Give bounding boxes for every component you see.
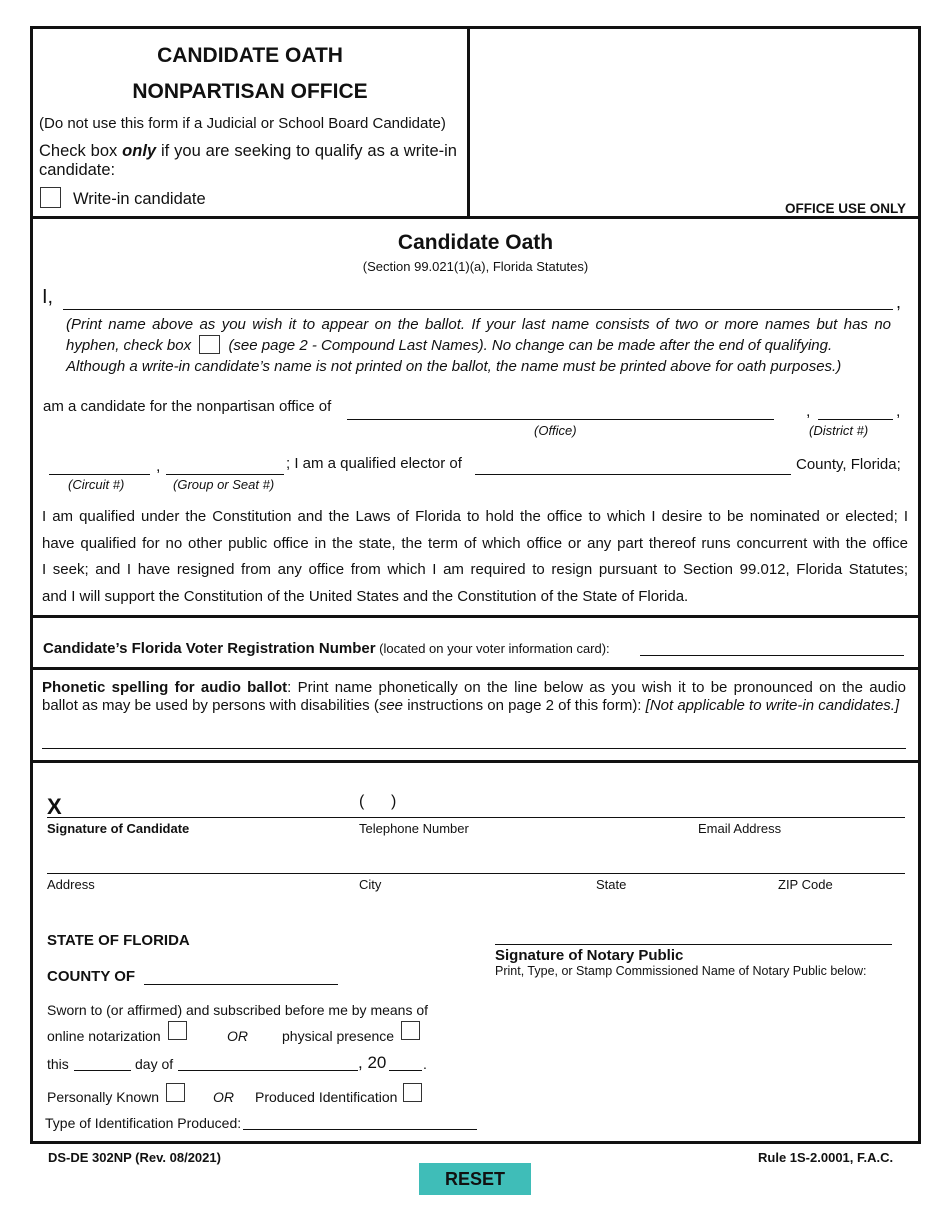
day-line[interactable] xyxy=(74,1070,131,1071)
voter-registration-rest: (located on your voter information card): xyxy=(375,641,610,656)
notary-sworn-text: Sworn to (or affirmed) and subscribed before me by means of xyxy=(47,1002,429,1018)
phone-label: Telephone Number xyxy=(359,821,469,836)
signature-label: Signature of Candidate xyxy=(47,821,190,836)
address-label: Address xyxy=(47,877,95,892)
form-id: DS-DE 302NP (Rev. 08/2021) xyxy=(48,1150,221,1165)
year-line[interactable] xyxy=(389,1070,422,1071)
year-prefix: , 20 xyxy=(358,1053,387,1072)
voter-section-top-divider xyxy=(30,615,921,618)
produced-id-checkbox[interactable] xyxy=(403,1083,422,1102)
form-title-line2: NONPARTISAN OFFICE xyxy=(132,80,368,103)
id-or: OR xyxy=(213,1089,234,1105)
county-line[interactable] xyxy=(475,474,791,475)
address-line[interactable] xyxy=(47,873,905,874)
online-or: OR xyxy=(227,1028,248,1044)
online-notarization-label: online notarization xyxy=(47,1028,161,1044)
district-line[interactable] xyxy=(818,419,893,420)
oath-para-line3: I seek; and I have resigned from any office from which I am required to resign pursuant to Section 99.012, Florida Statutes; xyxy=(42,561,908,578)
office-use-label: OFFICE USE ONLY xyxy=(785,201,907,216)
phonetic-line[interactable] xyxy=(42,748,906,749)
oath-paragraph xyxy=(42,504,908,610)
office-prefix: am a candidate for the nonpartisan office of xyxy=(43,398,332,415)
rule-reference: Rule 1S-2.0001, F.A.C. xyxy=(758,1150,894,1165)
oath-statute: (Section 99.021(1)(a), Florida Statutes) xyxy=(362,259,589,274)
writein-instruction-only: only xyxy=(122,142,157,160)
form-usage-note: (Do not use this form if a Judicial or School Board Candidate) xyxy=(39,115,446,132)
print-note-line1: (Print name above as you wish it to appear on the ballot. If your last name consists of two or more names but has no xyxy=(66,316,891,333)
writein-instruction xyxy=(39,142,457,180)
notary-signature-line[interactable] xyxy=(495,944,892,945)
day-of-label: day of xyxy=(135,1056,174,1072)
zip-label: ZIP Code xyxy=(778,877,833,892)
oath-para-line1: I am qualified under the Constitution and the Laws of Florida to hold the office to which I desire to be nominated or elected; I xyxy=(42,508,908,525)
produced-id-label: Produced Identification xyxy=(255,1089,398,1105)
voter-registration-label xyxy=(43,640,610,658)
notary-state: STATE OF FLORIDA xyxy=(47,932,190,949)
print-note-line3: Although a write-in candidate’s name is not printed on the ballot, the name must be printed above for oath purposes.) xyxy=(66,358,842,375)
writein-checkbox-label: Write-in candidate xyxy=(73,190,206,208)
voter-registration-bold: Candidate’s Florida Voter Registration Number xyxy=(43,640,376,657)
candidate-name-line[interactable] xyxy=(63,309,893,310)
phonetic-text2b: instructions on page 2 of this form): xyxy=(403,697,646,714)
office-line[interactable] xyxy=(347,419,774,420)
email-label: Email Address xyxy=(698,821,782,836)
month-line[interactable] xyxy=(178,1070,358,1071)
city-label: City xyxy=(359,877,382,892)
voter-section-bottom-divider xyxy=(30,667,921,670)
writein-instruction-pre: Check box xyxy=(39,142,123,160)
personally-known-label: Personally Known xyxy=(47,1089,160,1105)
elector-text: ; I am a qualified elector of xyxy=(286,455,462,472)
oath-i-prefix: I, xyxy=(42,286,54,308)
county-suffix: County, Florida; xyxy=(796,456,901,473)
this-label: this xyxy=(47,1056,69,1072)
personally-known-checkbox[interactable] xyxy=(166,1083,185,1102)
print-note-line2a: hyphen, check box xyxy=(66,337,192,354)
phonetic-text2a: ballot as may be used by persons with disabilities ( xyxy=(42,697,379,714)
notary-signature-label: Signature of Notary Public xyxy=(495,947,684,964)
print-note-line2b: (see page 2 - Compound Last Names). No change can be made after the end of qualifying. xyxy=(228,337,833,354)
id-type-line[interactable] xyxy=(243,1129,477,1130)
notary-county-label: COUNTY OF xyxy=(47,968,136,985)
signature-phone-email-line[interactable] xyxy=(47,817,905,818)
office-caption: (Office) xyxy=(534,423,577,438)
phonetic-text2c: [Not applicable to write-in candidates.] xyxy=(645,697,900,714)
phone-parens: ( ) xyxy=(359,793,397,810)
signature-x-mark: X xyxy=(47,794,62,819)
form-title-line1: CANDIDATE OATH xyxy=(157,44,343,67)
circuit-caption: (Circuit #) xyxy=(68,477,125,492)
district-comma: , xyxy=(896,403,901,420)
group-seat-line[interactable] xyxy=(166,474,284,475)
header-bottom-divider xyxy=(30,216,921,219)
circuit-line[interactable] xyxy=(49,474,150,475)
notary-county-line[interactable] xyxy=(144,984,338,985)
phonetic-see: see xyxy=(378,697,404,714)
header-vertical-divider xyxy=(467,26,470,219)
group-seat-caption: (Group or Seat #) xyxy=(173,477,275,492)
print-name-note xyxy=(66,314,891,377)
candidate-name-comma: , xyxy=(896,292,902,312)
notary-print-name-note: Print, Type, or Stamp Commissioned Name of Notary Public below: xyxy=(495,964,867,978)
phonetic-text1: : Print name phonetically on the line below as you wish it to be pronounced on the audio xyxy=(287,679,906,696)
writein-checkbox[interactable] xyxy=(40,187,61,208)
year-period: . xyxy=(423,1056,427,1072)
id-type-label: Type of Identification Produced: xyxy=(45,1115,242,1131)
writein-instruction-post: if you are seeking to qualify as a write-in candidate: xyxy=(39,142,457,179)
phonetic-instructions xyxy=(42,679,906,715)
physical-presence-checkbox[interactable] xyxy=(401,1021,420,1040)
reset-button[interactable]: RESET xyxy=(419,1163,531,1195)
phonetic-label: Phonetic spelling for audio ballot xyxy=(42,679,288,696)
office-comma: , xyxy=(806,403,811,420)
physical-presence-label: physical presence xyxy=(282,1028,395,1044)
compound-name-checkbox[interactable] xyxy=(199,335,220,354)
oath-title: Candidate Oath xyxy=(397,231,554,254)
signature-section-top-divider xyxy=(30,760,921,763)
circuit-comma: , xyxy=(156,458,161,475)
state-label: State xyxy=(596,877,627,892)
district-caption: (District #) xyxy=(809,423,869,438)
voter-registration-line[interactable] xyxy=(640,655,904,656)
online-notarization-checkbox[interactable] xyxy=(168,1021,187,1040)
oath-para-line4: and I will support the Constitution of the United States and the Constitution of the State of Florida. xyxy=(42,587,689,605)
oath-para-line2: have qualified for no other public office in the state, the term of which office or any part thereof runs concurrent with the office xyxy=(42,534,908,552)
